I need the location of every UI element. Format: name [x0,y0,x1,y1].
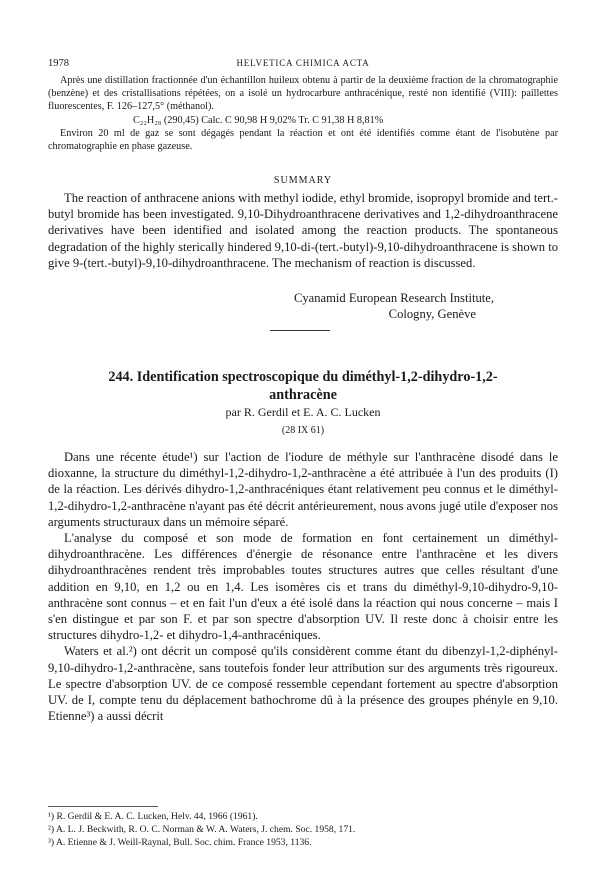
article-title-line-1: 244. Identification spectroscopique du diméthyl-1,2-dihydro-1,2- [108,369,498,385]
body-paragraph-2: L'analyse du composé et son mode de formation en font certainement un diméthyl-dihydroanthracène. Les différences d'énergie de résonance entre l'anthracène et les divers dihydroanthracènes rendent très improbables toutes structures autres que celles résultant d'une addition en 9,10, en 1,2 ou en 1,4. Les isomères cis et trans du diméthyl-9,10-dihydro-9,10-anthracène sont connus – et en fait l'un d'eux a été isolé dans la réaction qui nous concerne – mais I s'en distingue et par son F. et par son spectre d'absorption UV. Il reste donc à choisir entre les structures dihydro-1,2- et dihydro-1,4-anthracéniques. [48,531,558,643]
summary-block [48,190,558,271]
page-number: 1978 [48,58,69,69]
article-date: (28 IX 61) [281,425,325,436]
footnote-2: ²) A. L. J. Beckwith, R. O. C. Norman & W. A. Waters, J. chem. Soc. 1958, 171. [48,824,356,835]
article-body [48,449,558,724]
analysis-formula: C₂₂H₂₈ (290,45) Calc. C 90,98 H 9,02% Tr. C 91,38 H 8,81% [133,114,384,126]
body-paragraph-3: Waters et al.²) ont décrit un composé qu'ils considèrent comme étant du dibenzyl-1,2-diphényl-9,10-dihydro-1,2-anthracène, sans toutefois fonder leur attribution sur des arguments très rigoureux. Le spectre d'absorption UV. de ce composé ressemble cependant fortement au spectre d'absorption UV. de I, compte tenu du déplacement bathochrome dû à la présence des groupes phényle en 9,10. Etienne³) a aussi décrit [48,644,558,724]
section-divider [270,330,330,331]
affiliation-line-2: Cologny, Genève [388,307,476,321]
article-title [48,368,558,404]
affiliation [48,290,558,322]
body-paragraph-1: Dans une récente étude¹) sur l'action de l'iodure de méthyle sur l'anthracène disodé dans le dioxanne, la structure du diméthyl-1,2-dihydro-1,2-anthracène a été attribuée à l'un des produits (I) de la réaction. Les dérivés dihydro-1,2-anthracéniques étant relativement peu connus et le diméthyl-1,2-dihydro-1,2-anthracène n'ayant pas été décrit antérieurement, nous avons jugé utile d'exposer nos arguments structuraux dans un mémoire séparé. [48,450,558,529]
footnote-3: ³) A. Etienne & J. Weill-Raynal, Bull. Soc. chim. France 1953, 1136. [48,837,312,848]
footnote-rule [48,806,158,807]
summary-text: The reaction of anthracene anions with methyl iodide, ethyl bromide, isopropyl bromide and tert.-butyl bromide has been investigated. 9,10-Dihydroanthracene derivatives and 1,2-dihydroanthracene derivatives have been identified and isolated among the reaction products. The spontaneous degradation of the highly sterically hindered 9,10-di-(tert.-butyl)-9,10-dihydroanthracene is shown to give 9-(tert.-butyl)-9,10-dihydroanthracene. The mechanism of reaction is discussed. [48,191,558,270]
previous-article-text [48,74,558,153]
journal-name: HELVETICA CHIMICA ACTA [236,58,370,68]
previous-paragraph-2: Environ 20 ml de gaz se sont dégagés pendant la réaction et ont été identifiés comme étant de l'isobutène par chromatographie en phase gazeuse. [48,127,558,153]
affiliation-line-1: Cyanamid European Research Institute, [293,291,494,305]
article-authors: par R. Gerdil et E. A. C. Lucken [225,405,381,419]
running-header [48,58,558,72]
previous-paragraph-1: Après une distillation fractionnée d'un échantillon huileux obtenu à partir de la deuxième fraction de la chromatographie (benzène) et des cristallisations répétées, on a isolé un hydrocarbure anthracénique, resté non identifié (VIII): paillettes fluorescentes, F. 126–127,5° (méthanol). [48,75,558,113]
footnote-1: ¹) R. Gerdil & E. A. C. Lucken, Helv. 44, 1966 (1961). [48,811,258,822]
article-title-line-2: anthracène [269,387,337,403]
footnotes [48,810,558,849]
summary-heading: SUMMARY [273,175,333,186]
